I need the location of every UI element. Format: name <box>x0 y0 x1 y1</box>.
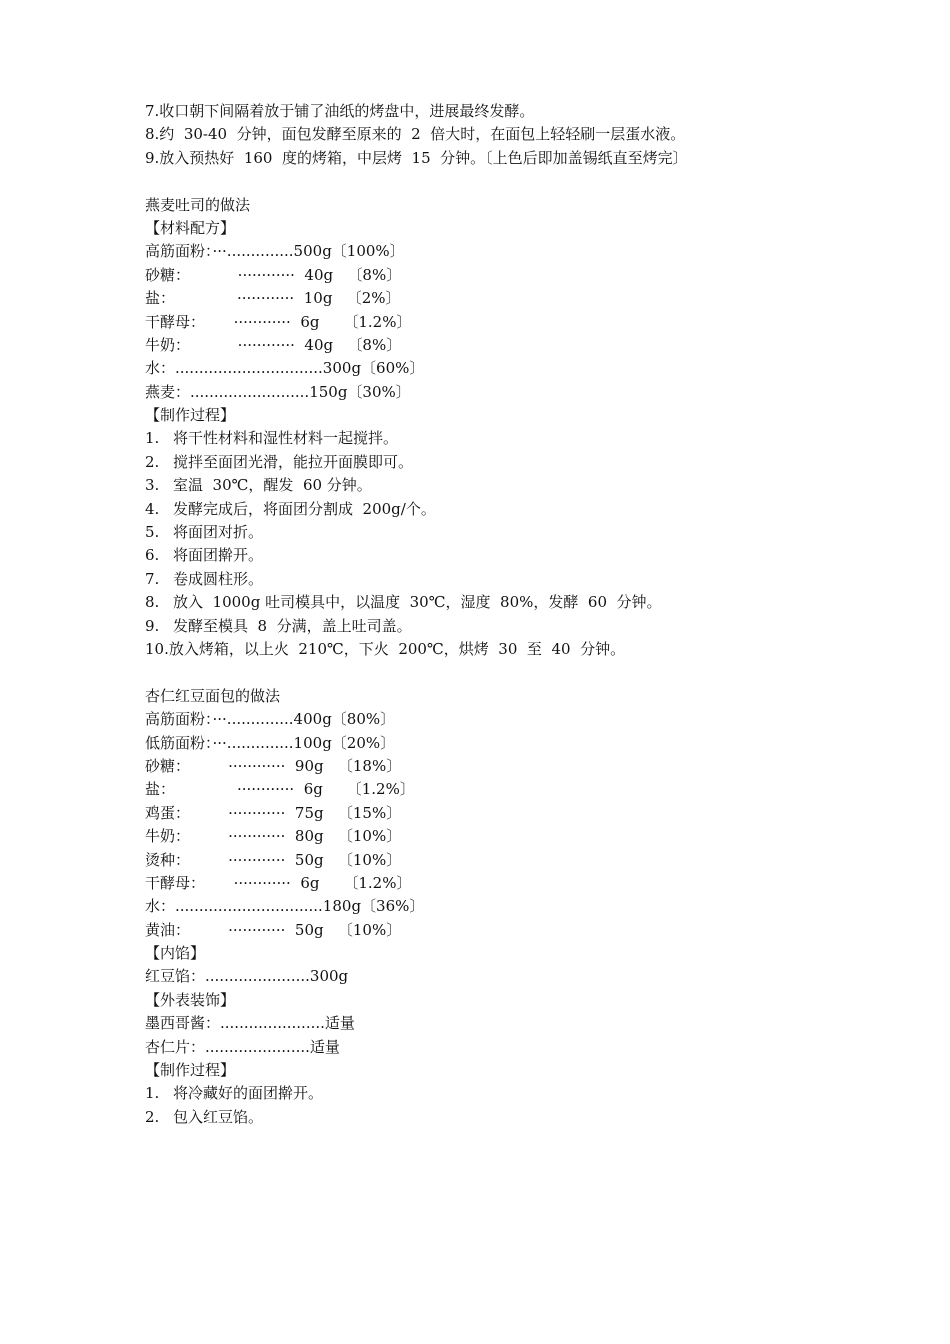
oat-step <box>145 498 845 521</box>
oat-step <box>145 544 845 567</box>
step-number: 2. <box>145 452 160 471</box>
step-number: 1. <box>145 429 160 448</box>
intro-step-8: 8.约 30-40 分钟，面包发酵至原来的 2 倍大时，在面包上轻轻刷一层蛋水液。 <box>145 125 686 144</box>
oat-ingredient: 牛奶： ············ 40g 〔8%〕 <box>145 335 402 354</box>
almond-filling: 红豆馅：......................300g <box>145 967 349 986</box>
oat-ingredients-heading: 【材料配方】 <box>145 218 236 237</box>
oat-ingredient: 燕麦：.........................150g〔30%〕 <box>145 382 411 401</box>
intro-step-7: 7.收口朝下间隔着放于铺了油纸的烤盘中，进展最终发酵。 <box>145 102 535 120</box>
step-text: 包入红豆馅。 <box>173 1107 264 1126</box>
spacer <box>145 661 845 684</box>
oat-step <box>145 451 845 474</box>
step-number: 2. <box>145 1107 160 1126</box>
step-text: 发酵完成后，将面团分割成 200g/个。 <box>173 499 436 518</box>
step-text: 将干性材料和湿性材料一起搅拌。 <box>173 429 399 448</box>
almond-ingredient: 高筋面粉：···..............400g〔80%〕 <box>145 710 396 729</box>
document-page <box>145 100 845 1129</box>
step-text: 将面团擀开。 <box>173 546 264 565</box>
oat-step <box>145 474 845 497</box>
step-number: 4. <box>145 499 160 518</box>
oat-ingredient: 水：...............................300g〔60%〕 <box>145 359 425 378</box>
almond-ingredient: 黄油： ············ 50g 〔10%〕 <box>145 920 402 939</box>
oat-step <box>145 568 845 591</box>
step-text: 卷成圆柱形。 <box>173 569 264 588</box>
oat-process-heading: 【制作过程】 <box>145 406 236 425</box>
almond-ingredient: 低筋面粉：···..............100g〔20%〕 <box>145 733 396 752</box>
step-text: 发酵至模具 8 分满，盖上吐司盖。 <box>173 616 412 635</box>
step-text: 搅拌至面团光滑，能拉开面膜即可。 <box>173 452 414 471</box>
step-number: 1. <box>145 1084 160 1103</box>
step-text: 室温 30℃，醒发 60 分钟。 <box>173 476 372 495</box>
intro-step-9: 9.放入预热好 160 度的烤箱，中层烤 15 分钟。〔上色后即加盖锡纸直至烤完〕 <box>145 148 688 167</box>
step-number: 5. <box>145 523 160 542</box>
oat-ingredient: 砂糖： ············ 40g 〔8%〕 <box>145 265 402 284</box>
step-text: 将冷藏好的面团擀开。 <box>173 1084 324 1103</box>
step-number: 7. <box>145 569 160 588</box>
almond-decor-heading: 【外表装饰】 <box>145 990 236 1009</box>
oat-ingredient: 高筋面粉：···..............500g〔100%〕 <box>145 242 405 261</box>
almond-ingredient: 牛奶： ············ 80g 〔10%〕 <box>145 827 402 846</box>
step-number: 9. <box>145 616 160 635</box>
almond-decor-item: 杏仁片：......................适量 <box>145 1037 340 1056</box>
almond-ingredient: 盐： ············ 6g 〔1.2%〕 <box>145 780 415 799</box>
almond-ingredient: 鸡蛋： ············ 75g 〔15%〕 <box>145 803 402 822</box>
oat-ingredient: 干酵母： ············ 6g 〔1.2%〕 <box>145 312 412 331</box>
almond-ingredient: 干酵母： ············ 6g 〔1.2%〕 <box>145 873 412 892</box>
almond-recipe-title: 杏仁红豆面包的做法 <box>145 686 281 705</box>
step-text: 放入 1000g 吐司模具中，以温度 30℃，湿度 80%，发酵 60 分钟。 <box>173 593 662 612</box>
step-number: 3. <box>145 476 160 495</box>
oat-step <box>145 615 845 638</box>
almond-step <box>145 1106 845 1129</box>
oat-step <box>145 427 845 450</box>
almond-ingredient: 砂糖： ············ 90g 〔18%〕 <box>145 756 402 775</box>
almond-ingredient: 水：...............................180g〔36%〕 <box>145 897 425 916</box>
almond-ingredient: 烫种： ············ 50g 〔10%〕 <box>145 850 402 869</box>
oat-ingredient: 盐： ············ 10g 〔2%〕 <box>145 289 401 308</box>
spacer <box>145 170 845 193</box>
oat-step-10: 10.放入烤箱，以上火 210℃，下火 200℃，烘烤 30 至 40 分钟。 <box>145 639 626 658</box>
almond-step <box>145 1082 845 1105</box>
oat-step <box>145 521 845 544</box>
almond-decor-item: 墨西哥酱：......................适量 <box>145 1014 355 1033</box>
oat-recipe-title: 燕麦吐司的做法 <box>145 195 251 214</box>
almond-filling-heading: 【内馅】 <box>145 944 206 963</box>
step-text: 将面团对折。 <box>173 523 264 542</box>
step-number: 8. <box>145 593 160 612</box>
almond-process-heading: 【制作过程】 <box>145 1061 236 1080</box>
step-number: 6. <box>145 546 160 565</box>
oat-step <box>145 591 845 614</box>
